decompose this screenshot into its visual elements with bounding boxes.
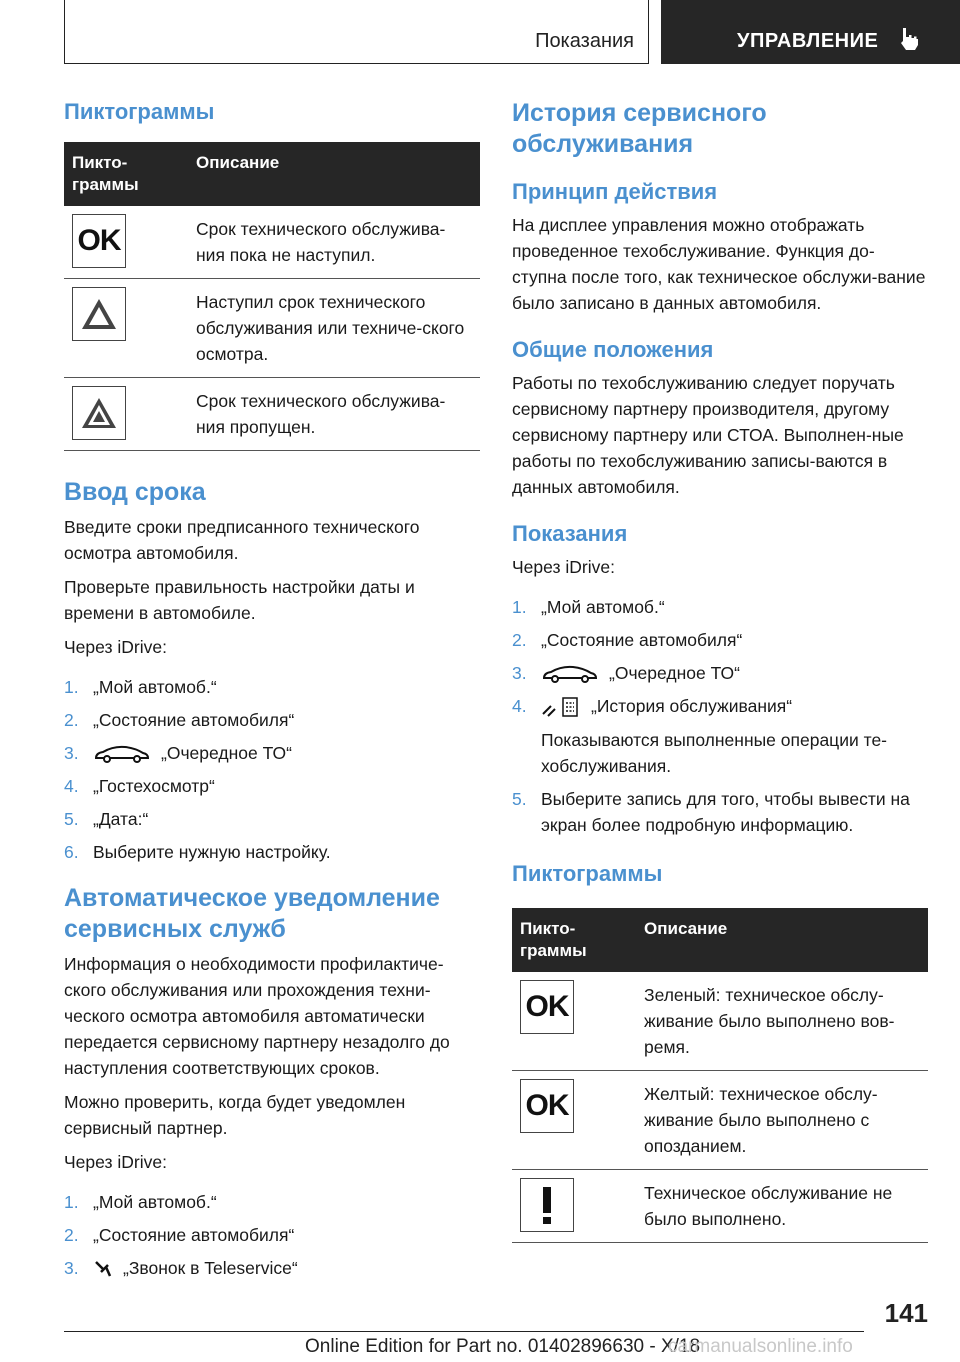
list-item: 1. „Мой автомоб.“	[512, 597, 665, 617]
list-item: 6. Выберите нужную настройку.	[64, 842, 331, 862]
input-steps	[64, 674, 480, 865]
general-title: Общие положения	[512, 337, 714, 362]
list-item: 2. „Состояние автомобиля“	[64, 1225, 295, 1245]
table2-col1: Пикто- граммы	[512, 908, 636, 972]
list-item: 2. „Состояние автомобиля“	[64, 710, 295, 730]
input-p2: Проверьте правильность настройки даты и времени в автомобиле.	[64, 577, 415, 623]
wrench-icon	[93, 1259, 113, 1279]
warning-triangle-icon	[72, 287, 126, 341]
exclamation-icon	[520, 1178, 574, 1232]
warning-triangle-filled-icon	[72, 386, 126, 440]
ok-icon: OK	[72, 214, 126, 268]
watermark: carmanualsonline.info	[668, 1336, 853, 1357]
row-desc: Срок технического обслужива-ния пока не наступил.	[188, 206, 480, 279]
list-item: 1. „Мой автомоб.“	[64, 1192, 217, 1212]
pict-title-left: Пиктограммы	[64, 99, 215, 124]
table-row	[512, 1170, 928, 1243]
principle-p: На дисплее управления можно отображать проведенное техобслуживание. Функция до-ступна после того, как техническое обслужи-вание было записано в данных автомобиля.	[512, 215, 926, 313]
header-chapter: УПРАВЛЕНИЕ	[737, 30, 879, 52]
row-desc: Зеленый: техническое обслу-живание было выполнено вов-ремя.	[636, 972, 928, 1071]
row-desc: Наступил срок технического обслуживания или техниче-ского осмотра.	[188, 279, 480, 378]
service-history-icon	[541, 696, 581, 718]
list-item: 4. „Гостехосмотр“	[64, 776, 215, 796]
table2-col2: Описание	[636, 908, 928, 972]
principle-title: Принцип действия	[512, 179, 718, 204]
input-title: Ввод срока	[64, 478, 206, 506]
pict-title-right: Пиктограммы	[512, 861, 663, 886]
input-p3: Через iDrive:	[64, 637, 167, 657]
page-number: 141	[884, 1298, 928, 1328]
list-item: 3. „Очередное ТО“	[512, 663, 740, 683]
pictogram-table-1	[64, 142, 480, 451]
list-item: 5. „Дата:“	[64, 809, 149, 829]
auto-p2: Можно проверить, когда будет уведомлен сервисный партнер.	[64, 1092, 406, 1138]
edition-text: Online Edition for Part no. 01402896630 - X/18	[305, 1336, 701, 1357]
list-item: 3. „Очередное ТО“	[64, 743, 292, 763]
list-item: 1. „Мой автомоб.“	[64, 677, 217, 697]
header-chapter-box	[661, 0, 960, 64]
left-column	[64, 98, 480, 1289]
ok-icon: OK	[520, 1079, 574, 1133]
header-section-box	[64, 0, 649, 64]
display-title: Показания	[512, 521, 628, 546]
pictogram-table-2	[512, 908, 928, 1243]
table-row	[64, 206, 480, 279]
table1-col2: Описание	[188, 142, 480, 206]
row-desc: Желтый: техническое обслу-живание было выполнено с опозданием.	[636, 1071, 928, 1170]
list-item: 5. Выберите запись для того, чтобы вывести на экран более подробную информацию.	[512, 789, 910, 835]
table-row	[512, 972, 928, 1071]
footer-divider	[64, 1331, 864, 1332]
list-item: 4. „История обслуживания“ Показываются выполненные операции те-хобслуживания.	[512, 696, 888, 776]
auto-steps	[64, 1189, 480, 1281]
row-desc: Срок технического обслужива-ния пропущен.	[188, 378, 480, 451]
input-p1: Введите сроки предписанного технического осмотра автомобиля.	[64, 517, 420, 563]
history-title: История сервисного обслуживания	[512, 99, 767, 158]
auto-p1: Информация о необходимости профилактиче-ского обслуживания или прохождения техни-ческого осмотра автомобиля автоматически передается сервисному партнеру незадолго до наступления соответствующих сроков.	[64, 954, 450, 1078]
table1-col1: Пикто- граммы	[64, 142, 188, 206]
row-desc: Техническое обслуживание не было выполнено.	[636, 1170, 928, 1243]
car-icon	[541, 665, 599, 683]
list-item: 2. „Состояние автомобиля“	[512, 630, 743, 650]
table-row	[64, 378, 480, 451]
general-p: Работы по техобслуживанию следует поручать сервисному партнеру производителя, другому сервисному партнеру или СТОА. Выполнен-ные работы по техобслуживанию записы-ваются в данных автомобиля.	[512, 373, 904, 497]
ok-icon: OK	[520, 980, 574, 1034]
auto-p3: Через iDrive:	[64, 1152, 167, 1172]
right-column	[512, 98, 928, 1243]
list-item: 3. „Звонок в Teleservice“	[64, 1258, 298, 1278]
hand-pointer-icon	[897, 26, 921, 52]
header-section: Показания	[535, 30, 634, 52]
table-row	[64, 279, 480, 378]
auto-title: Автоматическое уведомление сервисных служб	[64, 884, 440, 943]
display-p: Через iDrive:	[512, 557, 615, 577]
car-icon	[93, 745, 151, 763]
display-steps	[512, 594, 928, 838]
table-row	[512, 1071, 928, 1170]
